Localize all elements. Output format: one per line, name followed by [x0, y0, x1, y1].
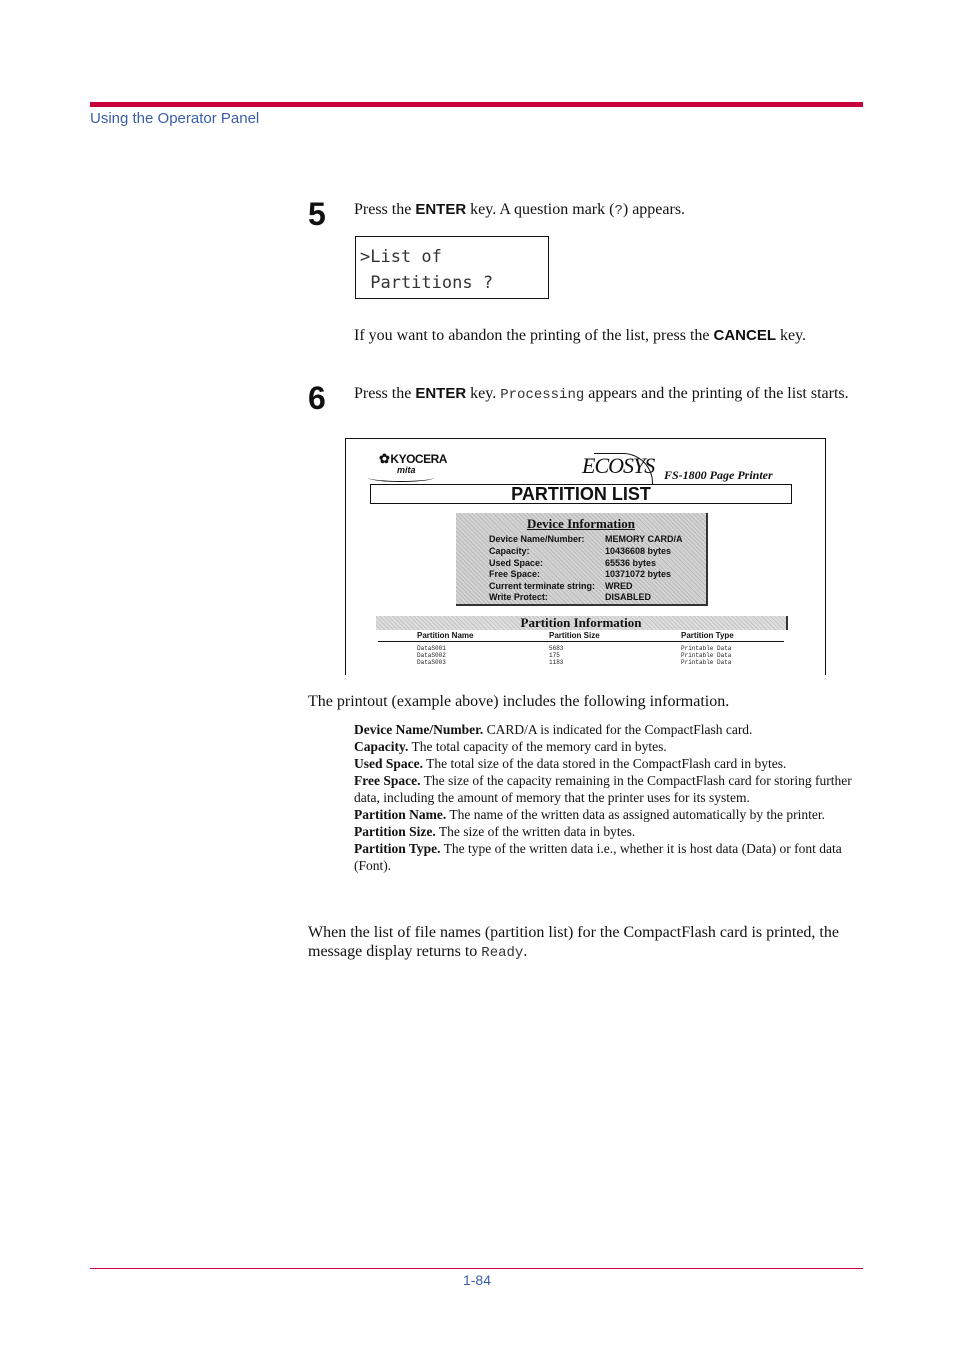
partition-information-bar [376, 616, 788, 630]
mita-logo: mita [397, 465, 416, 475]
kyocera-mark-icon: ✿ [379, 451, 390, 466]
partition-list-title: PARTITION LIST [511, 484, 651, 504]
device-row: Used Space: 65536 bytes [489, 558, 657, 568]
device-information-title: Device Information [527, 516, 635, 531]
device-row: Write Protect: DISABLED [489, 592, 652, 602]
step-number-5: 5 [308, 196, 326, 232]
partition-list-title-box [370, 484, 792, 504]
cancel-note: If you want to abandon the printing of the list, press the CANCEL key. [354, 327, 807, 344]
printout-intro: The printout (example above) includes the following information. [308, 693, 730, 710]
section-header: Using the Operator Panel [90, 110, 260, 127]
table-cell: DataS002 [417, 652, 446, 659]
definition-item: Partition Type. The type of the written data i.e., whether it is host data (Data) or font data (Font). [354, 841, 842, 873]
table-cell: DataS003 [417, 659, 446, 666]
device-information-box [456, 513, 708, 606]
lcd-line-2: Partitions ? [360, 273, 494, 293]
printout-figure [345, 438, 826, 675]
printer-model: FS-1800 Page Printer [664, 468, 773, 482]
definition-item: Used Space. The total size of the data stored in the CompactFlash card in bytes. [354, 756, 787, 771]
device-row: Current terminate string: WRED [489, 581, 633, 591]
definition-item: Device Name/Number. CARD/A is indicated for the CompactFlash card. [354, 722, 753, 737]
step-number-6: 6 [308, 380, 326, 416]
step6-text: Press the ENTER key. Processing appears and the printing of the list starts. [354, 385, 849, 403]
table-cell: 175 [549, 652, 560, 659]
table-cell: 5683 [549, 645, 564, 652]
definition-item: Capacity. The total capacity of the memory card in bytes. [354, 739, 667, 754]
ecosys-logo: ECOSYS [582, 453, 655, 478]
definition-item: Free Space. The size of the capacity remaining in the CompactFlash card for storing further data, including the amount of memory that the printer uses for its system. [354, 773, 852, 805]
closing-paragraph: When the list of file names (partition list) for the CompactFlash card is printed, the message display returns to Ready. [308, 924, 839, 961]
column-header-size: Partition Size [549, 631, 600, 640]
header-rule [90, 102, 863, 107]
column-header-type: Partition Type [681, 631, 734, 640]
lcd-display [355, 236, 549, 299]
column-header-rule [378, 641, 784, 642]
mita-swoosh-icon [368, 473, 434, 482]
kyocera-logo: ✿KYOCERA [379, 451, 447, 466]
table-cell: Printable Data [681, 652, 732, 659]
table-cell: Printable Data [681, 645, 732, 652]
device-row: Capacity: 10436608 bytes [489, 546, 672, 556]
definition-item: Partition Size. The size of the written data in bytes. [354, 824, 636, 839]
definition-list [354, 721, 866, 874]
table-cell: DataS001 [417, 645, 446, 652]
partition-information-title: Partition Information [520, 615, 642, 630]
device-row: Free Space: 10371072 bytes [489, 569, 672, 579]
table-cell: Printable Data [681, 659, 732, 666]
step5-text: Press the ENTER key. A question mark (?) appears. [354, 201, 686, 219]
lcd-line-1: >List of [360, 247, 442, 267]
page-number: 1-84 [462, 1272, 492, 1288]
definition-item: Partition Name. The name of the written data as assigned automatically by the printer. [354, 807, 825, 822]
device-row: Device Name/Number: MEMORY CARD/A [489, 534, 683, 544]
table-cell: 1183 [549, 659, 564, 666]
footer-rule [90, 1268, 863, 1269]
column-header-name: Partition Name [417, 631, 474, 640]
